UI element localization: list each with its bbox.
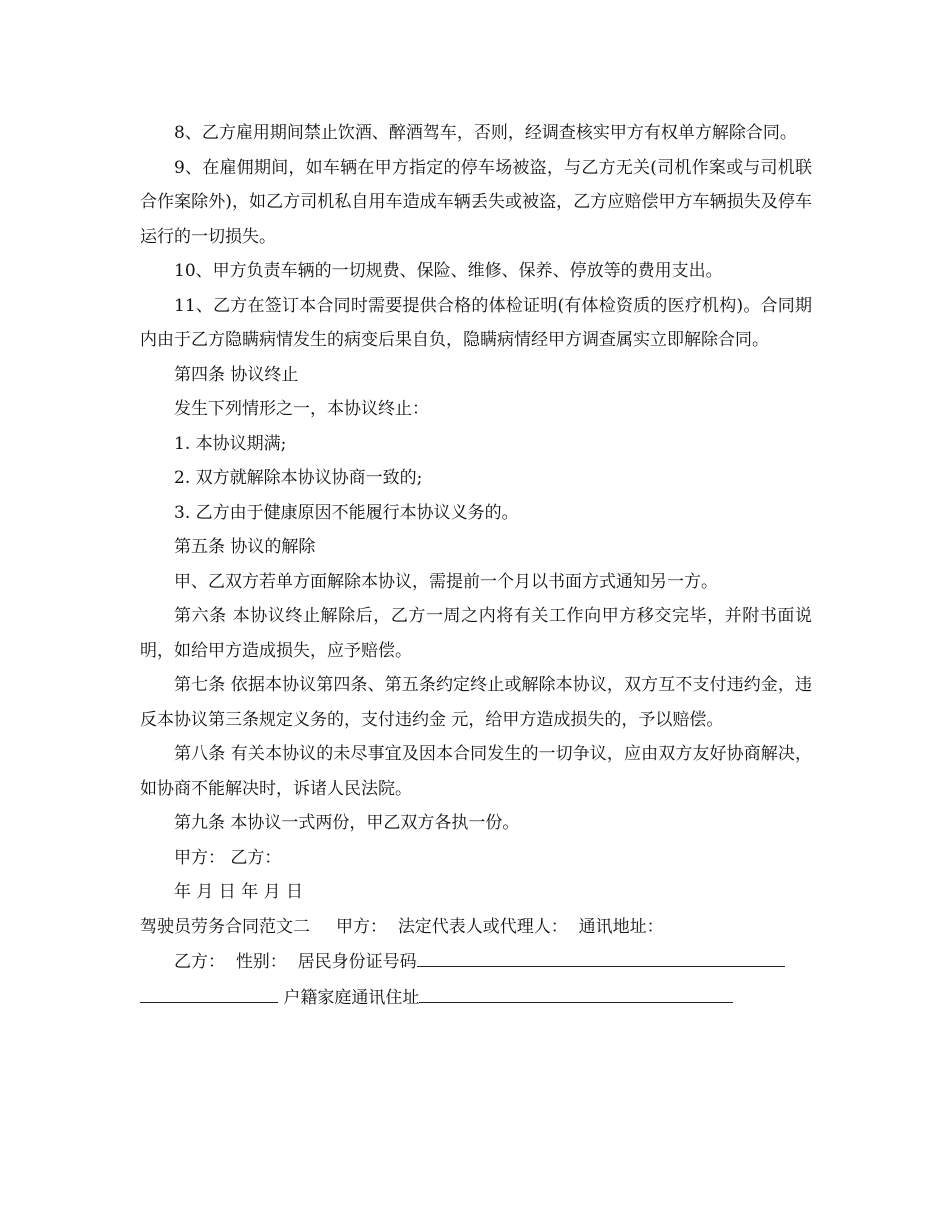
article-6: 第六条 本协议终止解除后，乙方一周之内将有关工作向甲方移交完毕，并附书面说明，如给甲方造成损失，应予赔偿。: [140, 606, 812, 661]
signature-parties: 甲方： 乙方：: [174, 847, 282, 868]
article-4-heading: 第四条 协议终止: [174, 364, 299, 385]
article-5-heading: 第五条 协议的解除: [174, 537, 316, 557]
article-4-item-1: 1. 本协议期满;: [174, 433, 287, 454]
article-4-item-2: 2. 双方就解除本协议协商一致的;: [174, 468, 423, 488]
clause-8: 8、乙方雇用期间禁止饮酒、醉酒驾车，否则，经调查核实甲方有权单方解除合同。: [174, 123, 797, 143]
id-number-blank-continued[interactable]: [140, 980, 278, 1003]
article-9: 第九条 本协议一式两份，甲乙双方各执一份。: [174, 813, 520, 833]
article-5-text: 甲、乙双方若单方面解除本协议，需提前一个月以书面方式通知另一方。: [174, 571, 718, 592]
contract2-address: 通讯地址：: [578, 916, 664, 937]
contract2-household-label: 户籍家庭通讯住址: [283, 987, 420, 1008]
contract2-header-line: [140, 910, 812, 945]
contract2-party-b-line: [140, 944, 812, 980]
document-body: [140, 116, 812, 1015]
contract2-gender: 性别：: [235, 952, 287, 972]
contract2-party-b: 乙方：: [174, 952, 225, 972]
household-address-blank[interactable]: [419, 980, 733, 1003]
contract2-household-line: [140, 980, 812, 1016]
article-7: 第七条 依据本协议第四条、第五条约定终止或解除本协议，双方互不支付违约金，违反本协议第三条规定义务的，支付违约金 元，给甲方造成损失的，予以赔偿。: [140, 675, 812, 730]
clause-9: 9、在雇佣期间，如车辆在甲方指定的停车场被盗，与乙方无关(司机作案或与司机联合作案除外)，如乙方司机私自用车造成车辆丢失或被盗，乙方应赔偿甲方车辆损失及停车运行的一切损失。: [140, 157, 812, 247]
article-4-item-3: 3. 乙方由于健康原因不能履行本协议义务的。: [174, 502, 519, 523]
contract2-id-label: 居民身份证号码: [297, 952, 417, 972]
article-4-intro: 发生下列情形之一，本协议终止：: [174, 399, 429, 419]
article-8: 第八条 有关本协议的未尽事宜及因本合同发生的一切争议，应由双方友好协商解决，如协商不能解决时，诉诸人民法院。: [140, 744, 812, 799]
contract2-party-a: 甲方：: [336, 916, 387, 937]
clause-10: 10、甲方负责车辆的一切规费、保险、维修、保养、停放等的费用支出。: [174, 261, 723, 281]
contract2-legal-rep: 法定代表人或代理人：: [397, 916, 568, 937]
contract2-title: 驾驶员劳务合同范文二: [140, 916, 310, 937]
id-number-blank[interactable]: [417, 944, 785, 967]
clause-11: 11、乙方在签订本合同时需要提供合格的体检证明(有体检资质的医疗机构)。合同期内由于乙方隐瞒病情发生的病变后果自负，隐瞒病情经甲方调查属实立即解除合同。: [140, 295, 812, 350]
signature-dates: 年 月 日 年 月 日: [174, 882, 304, 902]
